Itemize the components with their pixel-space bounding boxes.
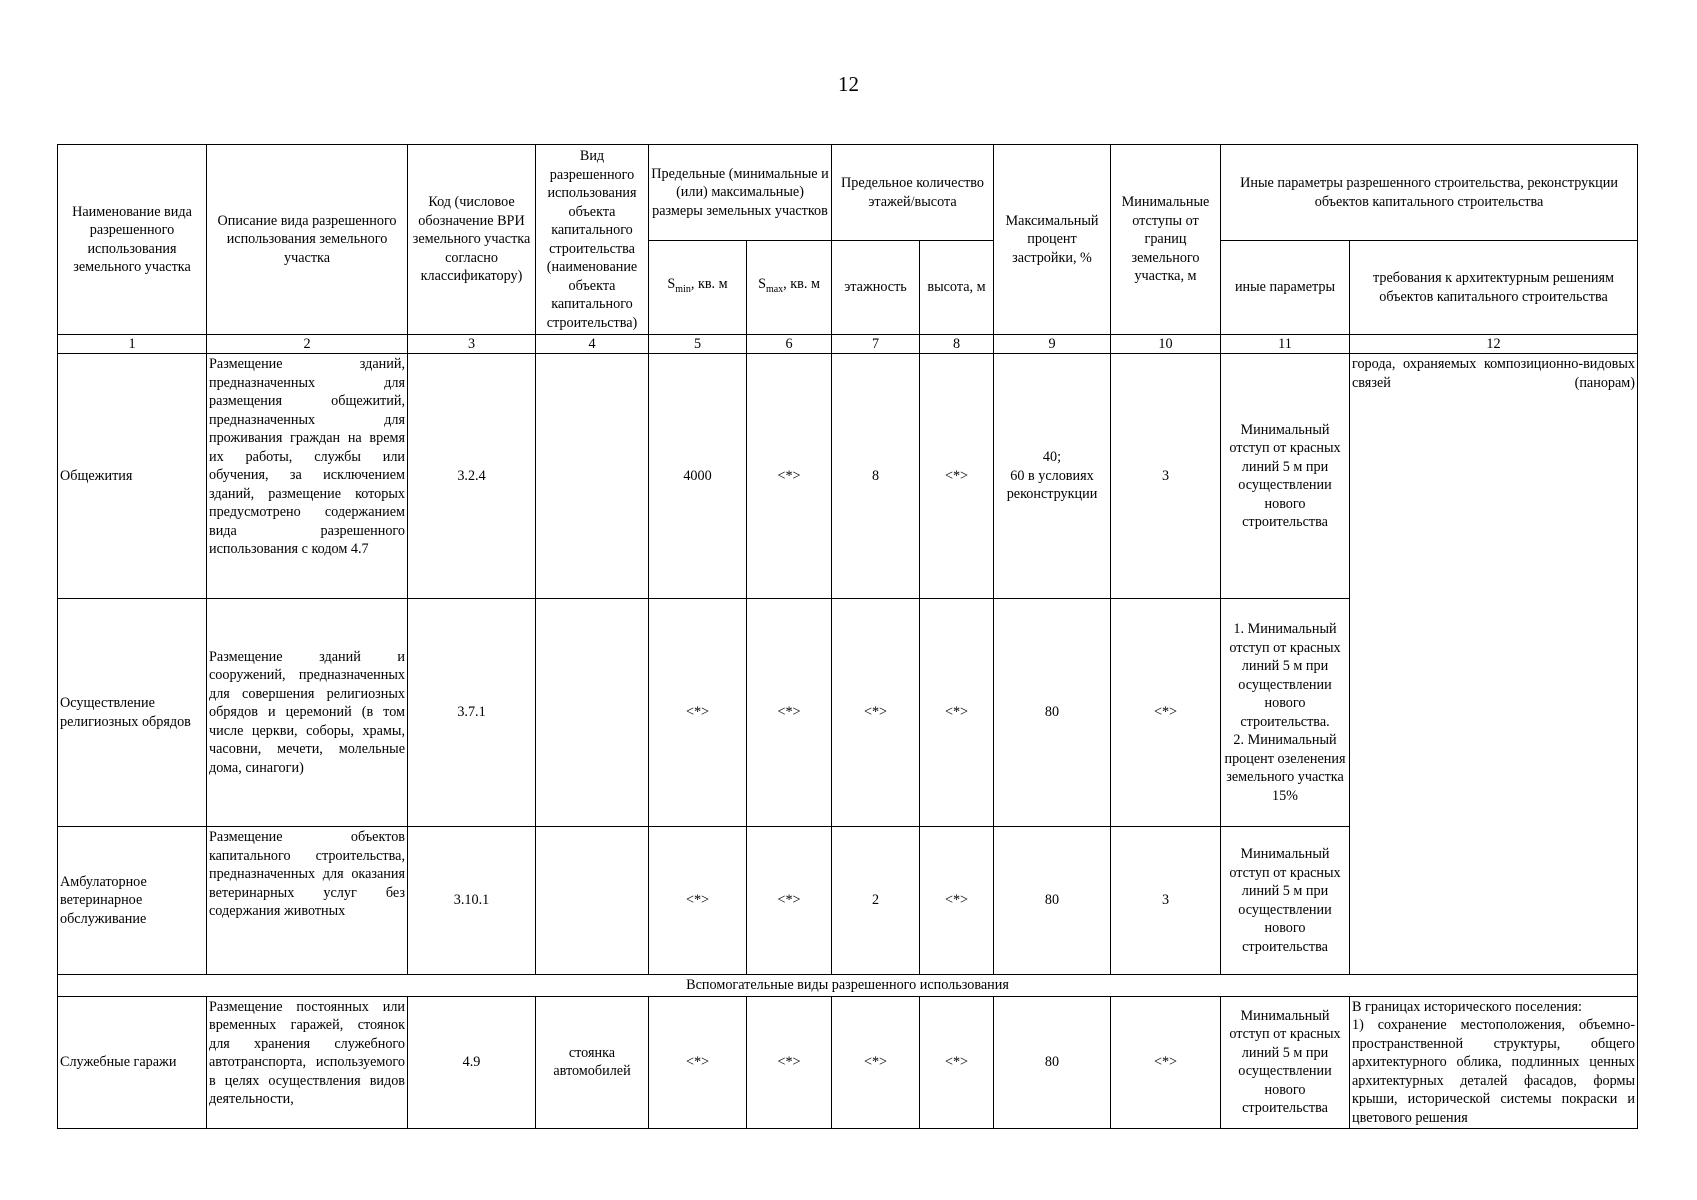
land-use-name: Общежития	[58, 354, 207, 599]
max-building-percent: 80	[994, 599, 1111, 827]
land-use-description: Размещение постоянных или временных гаражей, стоянок для хранения служебного автотранспорта, используемого в целях осуществления видов деятельности,	[207, 996, 408, 1129]
column-number: 4	[536, 335, 649, 354]
land-use-code: 3.10.1	[408, 827, 536, 975]
section-heading-row	[58, 975, 1638, 997]
smin-value: <*>	[649, 599, 747, 827]
smin-value: <*>	[649, 827, 747, 975]
other-parameters: Минимальный отступ от красных линий 5 м при осуществлении нового строительства	[1221, 827, 1350, 975]
header-min-setbacks: Минимальные отступы от границ земельного участка, м	[1111, 145, 1221, 335]
land-use-name: Служебные гаражи	[58, 996, 207, 1129]
construction-use-type	[536, 354, 649, 599]
max-building-percent	[994, 354, 1111, 599]
header-land-use-name: Наименование вида разрешенного использования земельного участка	[58, 145, 207, 335]
table-row	[58, 996, 1638, 1129]
max-percent-line: 60 в условиях реконструкции	[1006, 467, 1098, 503]
architectural-requirements	[1350, 996, 1638, 1129]
column-number: 1	[58, 335, 207, 354]
header-other-parameters: иные параметры	[1221, 241, 1350, 335]
smax-value: <*>	[747, 827, 832, 975]
table-row	[58, 354, 1638, 599]
column-number: 8	[920, 335, 994, 354]
other-parameters	[1221, 599, 1350, 827]
land-use-code: 3.2.4	[408, 354, 536, 599]
setback-value: 3	[1111, 354, 1221, 599]
land-use-description: Размещение объектов капитального строительства, предназначенных для оказания ветеринарных услуг без содержания животных	[207, 827, 408, 975]
land-use-name: Осуществление религиозных обрядов	[58, 599, 207, 827]
column-number: 7	[832, 335, 920, 354]
floors-value: <*>	[832, 599, 920, 827]
other-parameters: Минимальный отступ от красных линий 5 м при осуществлении нового строительства	[1221, 354, 1350, 599]
column-number: 10	[1111, 335, 1221, 354]
setback-value: <*>	[1111, 996, 1221, 1129]
setback-value: <*>	[1111, 599, 1221, 827]
column-number: 11	[1221, 335, 1350, 354]
other-parameter-item: 1. Минимальный отступ от красных линий 5 м при осуществлении нового строительства.	[1229, 621, 1341, 730]
construction-use-type	[536, 599, 649, 827]
column-number: 2	[207, 335, 408, 354]
floors-value: 2	[832, 827, 920, 975]
page-number: 12	[838, 72, 859, 96]
other-parameter-item: 2. Минимальный процент озеленения земельного участка 15%	[1224, 732, 1346, 804]
construction-use-type	[536, 827, 649, 975]
land-use-description: Размещение зданий и сооружений, предназначенных для совершения религиозных обрядов и церемоний (в том числе церкви, соборы, храмы, часовни, мечети, молельные дома, синагоги)	[207, 599, 408, 827]
max-building-percent: 80	[994, 996, 1111, 1129]
floors-value: <*>	[832, 996, 920, 1129]
architectural-requirements: города, охраняемых композиционно-видовых связей (панорам)	[1350, 354, 1638, 975]
floors-value: 8	[832, 354, 920, 599]
land-use-name: Амбулаторное ветеринарное обслуживание	[58, 827, 207, 975]
height-value: <*>	[920, 827, 994, 975]
header-other-parameters-group: Иные параметры разрешенного строительства, реконструкции объектов капитального строительства	[1221, 145, 1638, 241]
header-floors-height-group: Предельное количество этажей/высота	[832, 145, 994, 241]
smax-value: <*>	[747, 354, 832, 599]
header-max-building-percent: Максимальный процент застройки, %	[994, 145, 1111, 335]
arch-requirement-heading: В границах исторического поселения:	[1352, 998, 1582, 1015]
max-percent-line: 40;	[1042, 449, 1062, 466]
header-floors: этажность	[832, 241, 920, 335]
header-construction-use-type: Вид разрешенного использования объекта капитального строительства (наименование объекта капитального строительства)	[536, 145, 649, 335]
land-use-code: 4.9	[408, 996, 536, 1129]
header-plot-size-group: Предельные (минимальные и (или) максимальные) размеры земельных участков	[649, 145, 832, 241]
other-parameters: Минимальный отступ от красных линий 5 м при осуществлении нового строительства	[1221, 996, 1350, 1129]
section-title: Вспомогательные виды разрешенного использования	[58, 975, 1638, 997]
column-number-row	[58, 335, 1638, 354]
land-use-regulations-table	[57, 144, 1638, 1129]
construction-use-type: стоянка автомобилей	[536, 996, 649, 1129]
header-code: Код (числовое обозначение ВРИ земельного участка согласно классификатору)	[408, 145, 536, 335]
arch-requirement-item: 1) сохранение местоположения, объемно-пространственной структуры, общего архитектурного облика, подлинных ценных архитектурных деталей фасадов, формы крыши, исторической системы покраски и цветового решения	[1352, 1017, 1636, 1126]
header-architectural-requirements: требования к архитектурным решениям объектов капитального строительства	[1350, 241, 1638, 335]
column-number: 3	[408, 335, 536, 354]
land-use-code: 3.7.1	[408, 599, 536, 827]
column-number: 9	[994, 335, 1111, 354]
smin-value: <*>	[649, 996, 747, 1129]
land-use-description: Размещение зданий, предназначенных для размещения общежитий, предназначенных для проживания граждан на время их работы, службы или обучения, за исключением зданий, размещение которых предусмотрено содержанием вида разрешенного использования с кодом 4.7	[207, 354, 408, 599]
column-number: 6	[747, 335, 832, 354]
height-value: <*>	[920, 996, 994, 1129]
smin-value: 4000	[649, 354, 747, 599]
column-number: 5	[649, 335, 747, 354]
header-smax: $S_{max}$, кв. м	[747, 241, 832, 335]
max-building-percent: 80	[994, 827, 1111, 975]
setback-value: 3	[1111, 827, 1221, 975]
header-height: высота, м	[920, 241, 994, 335]
height-value: <*>	[920, 599, 994, 827]
smax-value: <*>	[747, 996, 832, 1129]
column-number: 12	[1350, 335, 1638, 354]
header-smin: $S_{min}$, кв. м	[649, 241, 747, 335]
height-value: <*>	[920, 354, 994, 599]
smax-value: <*>	[747, 599, 832, 827]
header-land-use-description: Описание вида разрешенного использования земельного участка	[207, 145, 408, 335]
